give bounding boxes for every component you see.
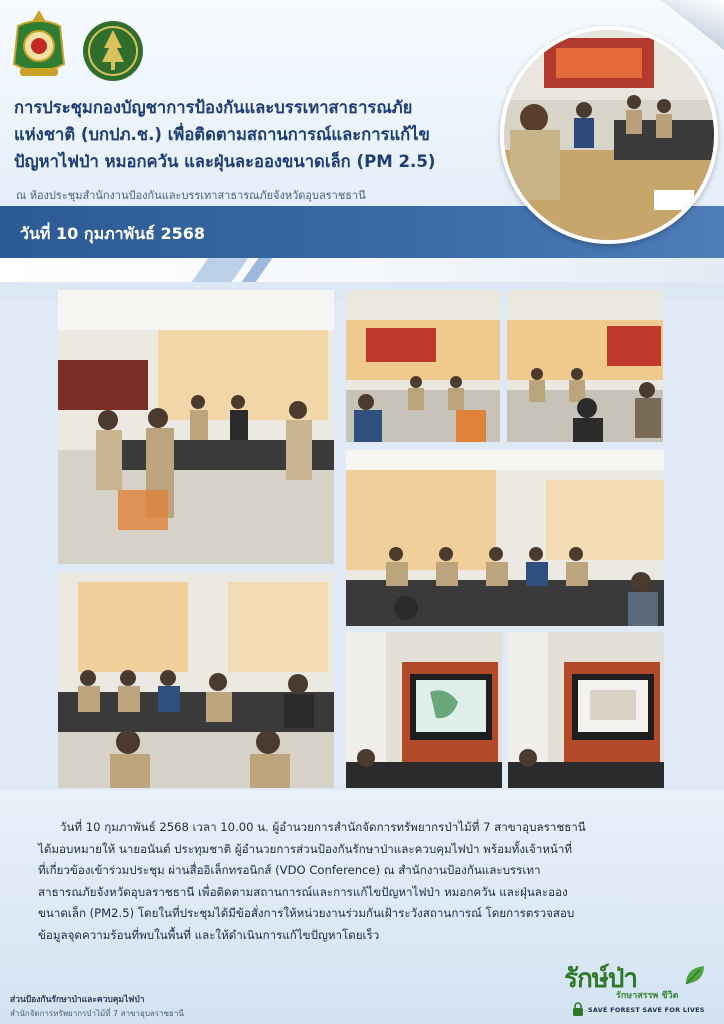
body-line: สาธารณภัยจังหวัดอุบลราชธานี เพื่อติดตามสถานการณ์และการแก้ไขปัญหาไฟป่า หมอกควัน และฝุ่นละออง — [38, 884, 568, 899]
title-line: แห่งชาติ (บกปภ.ช.) เพื่อติดตามสถานการณ์และการแก้ไข — [14, 125, 430, 144]
meeting-photo-large — [58, 572, 334, 788]
forest-department-seal-logo — [82, 20, 144, 82]
title-line: การประชุมกองบัญชาการป้องกันและบรรเทาสาธารณภัย — [14, 98, 413, 117]
page-title — [14, 94, 504, 175]
meeting-photo-large — [58, 290, 334, 564]
meeting-photo-wide — [346, 450, 664, 626]
body-line: วันที่ 10 กุมภาพันธ์ 2568 เวลา 10.00 น. ผู้อำนวยการสำนักจัดการทรัพยากรป่าไม้ที่ 7 สาขาอุบลราชธานี — [60, 820, 586, 834]
meeting-photo — [507, 290, 663, 442]
venue-subtitle: ณ ห้องประชุมสำนักงานป้องกันและบรรเทาสาธารณภัยจังหวัดอุบลราชธานี — [16, 189, 366, 202]
body-line: ที่เกี่ยวข้องเข้าร่วมประชุม ผ่านสื่ออิเล็กทรอนิกส์ (VDO Conference) ณ สำนักงานป้องกันและบรรเทา — [38, 863, 541, 877]
save-forest-brand-logo — [564, 958, 714, 1018]
meeting-circle-photo — [500, 26, 718, 244]
footer-office: สำนักจัดการทรัพยากรป่าไม้ที่ 7 สาขาอุบลราชธานี — [10, 1009, 184, 1018]
brand-tagline: SAVE FOREST SAVE FOR LIVES — [588, 1006, 705, 1014]
brand-main-text: รักษ์ป่า — [564, 964, 637, 994]
title-line: ปัญหาไฟป่า หมอกควัน และฝุ่นละอองขนาดเล็ก (PM 2.5) — [14, 152, 436, 171]
vdo-conference-photo — [346, 632, 502, 788]
body-line: ข้อมูลจุดความร้อนที่พบในพื้นที่ และให้ดำเนินการแก้ไขปัญหาโดยเร็ว — [38, 927, 380, 942]
department-emblem-logo — [6, 8, 72, 82]
decorative-stripe — [0, 258, 724, 282]
footer-organization — [10, 992, 184, 1020]
meeting-date: วันที่ 10 กุมภาพันธ์ 2568 — [20, 224, 205, 243]
brand-sub-text: รักษาสรรพ ชีวิต — [616, 991, 679, 1001]
footer-division: ส่วนป้องกันรักษาป่าและควบคุมไฟป่า — [10, 995, 145, 1005]
meeting-photo — [346, 290, 500, 442]
body-line: ได้มอบหมายให้ นายอนันต์ ประทุมชาติ ผู้อำนวยการส่วนป้องกันรักษาป่าและควบคุมไฟป่า พร้อมทั้งเจ้าหน้าที่ — [38, 841, 572, 856]
article-body — [38, 817, 690, 946]
lock-icon — [572, 1002, 584, 1016]
body-line: ขนาดเล็ก (PM2.5) โดยในที่ประชุมได้มีข้อสั่งการให้หน่วยงานร่วมกันเฝ้าระวังสถานการณ์ โดยการตรวจสอบ — [38, 906, 575, 920]
vdo-conference-photo — [508, 632, 664, 788]
leaf-icon — [682, 962, 708, 988]
